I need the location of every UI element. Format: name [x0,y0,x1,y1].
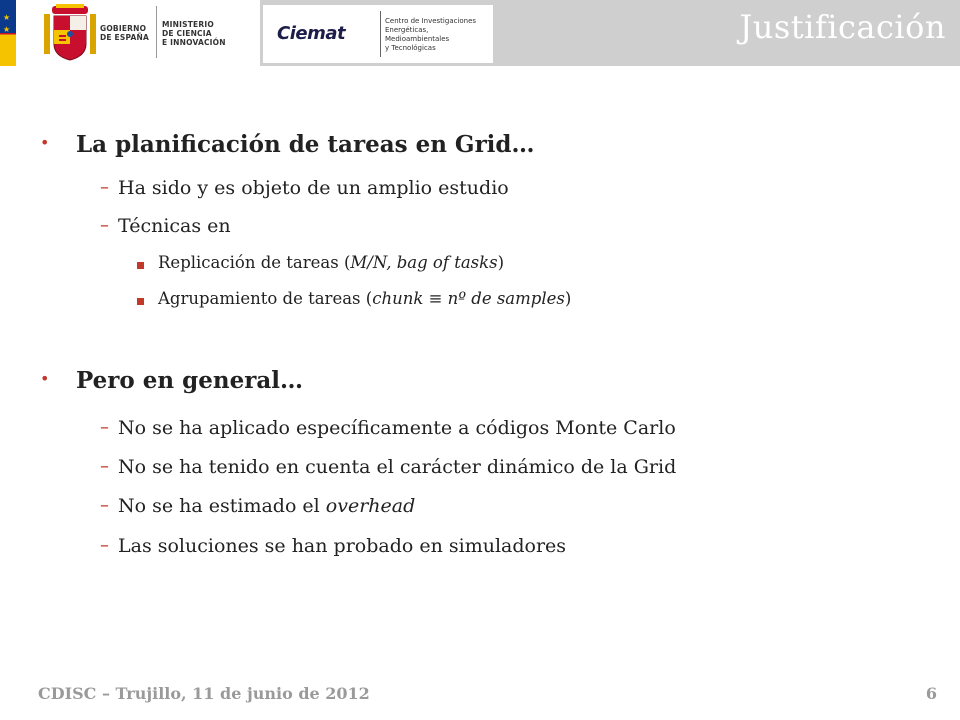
header-bar [0,0,960,66]
square-bullet-icon [137,298,144,305]
ministry-line-3: E INNOVACIÓN [162,38,226,47]
government-name-line-1: GOBIERNO [100,24,147,33]
sub-bullet: No se ha estimado el overhead [118,495,416,517]
logo-divider [156,6,157,58]
government-logo [16,0,260,66]
logo-divider [380,11,381,57]
sub-bullet: No se ha aplicado específicamente a códigos Monte Carlo [118,417,676,439]
sub-bullet: Técnicas en [118,215,231,237]
dash-marker: – [100,535,109,556]
square-bullet-icon [137,262,144,269]
eu-flag-icon: ★ ★ ★ [0,0,16,66]
ciemat-description-line-1: Centro de Investigaciones [385,17,477,25]
ministry-line-2: DE CIENCIA [162,29,212,38]
sub-bullet: No se ha tenido en cuenta el carácter dinámico de la Grid [118,456,677,478]
dash-marker: – [100,417,109,438]
sub-sub-bullet: Agrupamiento de tareas (chunk ≡ nº de samples) [158,289,572,308]
coat-of-arms-icon [42,4,98,62]
ciemat-description-line-3: y Tecnológicas [385,44,436,52]
ciemat-description-line-2: Energéticas, Medioambientales [385,26,450,43]
government-name-line-2: DE ESPAÑA [100,33,149,42]
dash-marker: – [100,177,109,198]
bullet-marker: • [40,133,50,152]
sub-sub-bullet: Replicación de tareas (M/N, bag of tasks) [158,253,505,272]
ministry-line-1: MINISTERIO [162,20,214,29]
ciemat-logotype: Ciemat [277,23,346,44]
slide-title: Justificación [739,8,946,46]
bullet-heading: Pero en general… [76,367,303,394]
dash-marker: – [100,495,109,516]
dash-marker: – [100,215,109,236]
sub-bullet: Las soluciones se han probado en simuladores [118,535,567,557]
page-number: 6 [925,684,937,703]
ciemat-logo [263,5,493,63]
sub-bullet: Ha sido y es objeto de un amplio estudio [118,177,509,199]
bullet-marker: • [40,369,50,388]
footer-text: CDISC – Trujillo, 11 de junio de 2012 [38,684,370,703]
bullet-heading: La planificación de tareas en Grid… [76,131,535,158]
dash-marker: – [100,456,109,477]
